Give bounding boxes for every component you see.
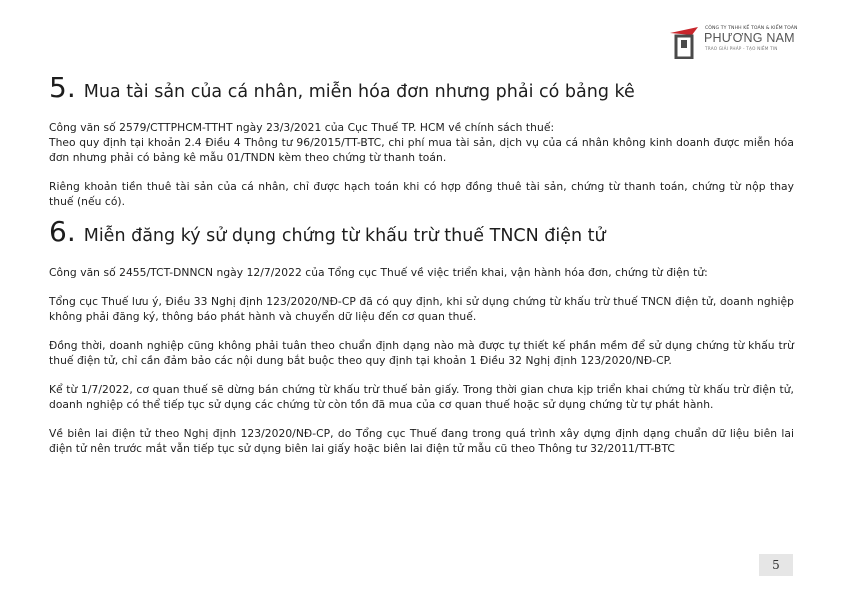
section-6-paragraph: Đồng thời, doanh nghiệp cũng không phải tuân theo chuẩn định dạng nào mà được tự thiết kế phần mềm để sử dụng chứng từ khấu trừ thuế điện tử, chỉ cần đảm bảo các nội dung bắt buộc theo quy định tại khoản 1 Điều 32 Nghị định 123/2020/NĐ-CP. <box>49 339 794 367</box>
page-content <box>49 70 794 456</box>
company-logo <box>670 24 800 64</box>
section-6-number: 6. <box>49 215 76 248</box>
section-6-paragraph: Về biên lai điện tử theo Nghị định 123/2020/NĐ-CP, do Tổng cục Thuế đang trong quá trình xây dựng định dạng chuẩn dữ liệu biên lai điện tử nên trước mắt vẫn tiếp tục sử dụng biên lai giấy hoặc biên lai điện tử mẫu cũ theo Thông tư 32/2011/TT-BTC <box>49 427 794 455</box>
logo-brand-name: PHƯƠNG NAM <box>704 31 795 45</box>
section-6-paragraph: Tổng cục Thuế lưu ý, Điều 33 Nghị định 123/2020/NĐ-CP đã có quy định, khi sử dụng chứng từ khấu trừ thuế TNCN điện tử, doanh nghiệp không phải đăng ký, thông báo phát hành và chuyển dữ liệu đến cơ quan thuế. <box>49 295 794 323</box>
section-6-paragraph: Công văn số 2455/TCT-DNNCN ngày 12/7/2022 của Tổng cục Thuế về việc triển khai, vận hành hóa đơn, chứng từ điện tử: <box>49 266 708 279</box>
section-5-title: Mua tài sản của cá nhân, miễn hóa đơn nhưng phải có bảng kê <box>83 82 635 102</box>
section-6-paragraph: Kể từ 1/7/2022, cơ quan thuế sẽ dừng bán chứng từ khấu trừ thuế bản giấy. Trong thời gian chưa kịp triển khai chứng từ khấu trừ điện tử, doanh nghiệp có thể tiếp tục sử dụng các chứng từ còn tồn đã mua của cơ quan thuế hoặc sử dụng chứng từ tự phát hành. <box>49 383 794 411</box>
section-5-paragraph: Công văn số 2579/CTTPHCM-TTHT ngày 23/3/2021 của Cục Thuế TP. HCM về chính sách thuế: <box>49 121 555 134</box>
logo-company-name: CÔNG TY TNHH KẾ TOÁN & KIỂM TOÁN <box>705 26 798 31</box>
section-5-paragraph: Theo quy định tại khoản 2.4 Điều 4 Thông tư 96/2015/TT-BTC, chi phí mua tài sản, dịch vụ của cá nhân không kinh doanh được miễn hóa đơn nhưng phải có bảng kê mẫu 01/TNDN kèm theo chứng từ thanh toán. <box>49 136 794 164</box>
section-5-number: 5. <box>49 71 76 104</box>
section-6-heading <box>49 214 794 250</box>
logo-mark-icon <box>670 27 700 59</box>
section-5-heading <box>49 70 794 106</box>
page-number: 5 <box>759 554 793 576</box>
section-5-paragraph: Riêng khoản tiền thuê tài sản của cá nhân, chỉ được hạch toán khi có hợp đồng thuê tài sản, chứng từ thanh toán, chứng từ nộp thay thuế (nếu có). <box>49 180 794 208</box>
logo-slogan: TRAO GIẢI PHÁP - TẠO NIỀM TIN <box>705 46 778 51</box>
section-6-title: Miễn đăng ký sử dụng chứng từ khấu trừ thuế TNCN điện tử <box>83 226 606 246</box>
